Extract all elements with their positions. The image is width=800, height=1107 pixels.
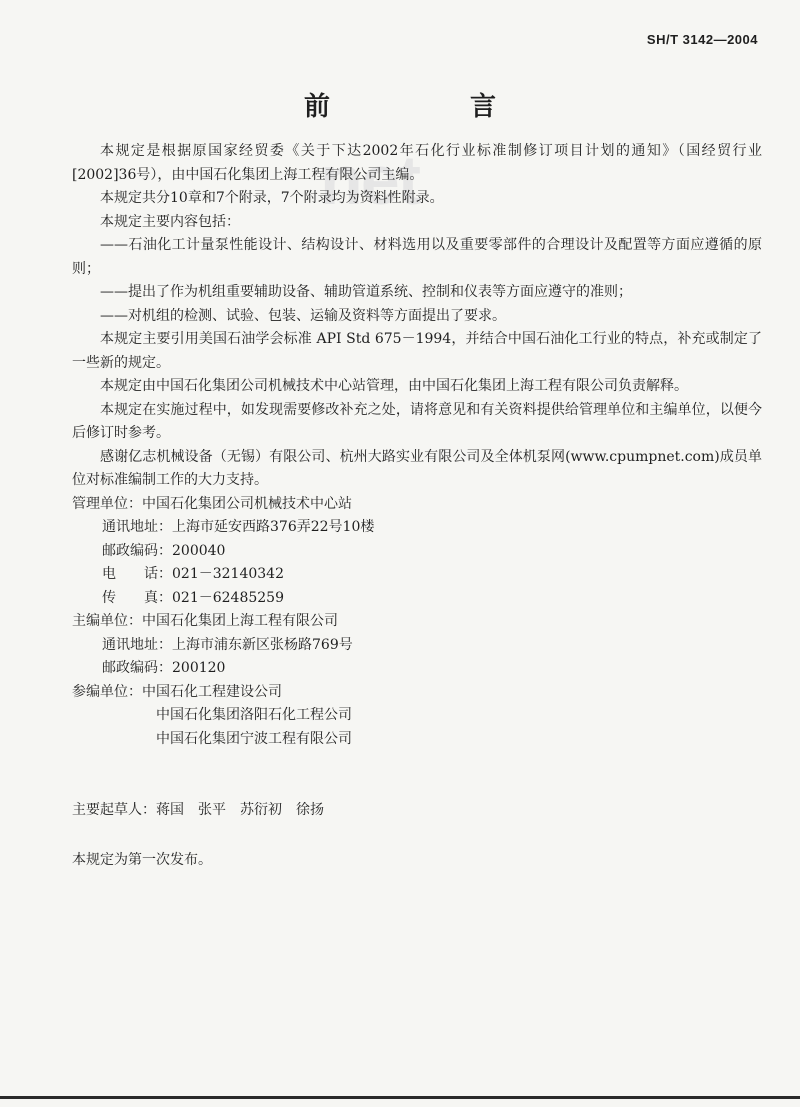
paragraph-structure: 本规定共分10章和7个附录，7个附录均为资料性附录。 (100, 190, 444, 206)
management-phone: 电 话：021－32140342 (102, 566, 284, 582)
editor-info (72, 610, 762, 681)
management-address: 通讯地址：上海市延安西路376弄22号10楼 (102, 519, 375, 535)
management-unit: 管理单位：中国石化集团公司机械技术中心站 (72, 495, 352, 512)
editor-address: 通讯地址：上海市浦东新区张杨路769号 (102, 636, 353, 653)
document-body (72, 140, 762, 872)
watermark: net (320, 141, 419, 219)
list-item: ——提出了作为机组重要辅助设备、辅助管道系统、控制和仪表等方面应遵守的准则； (100, 284, 632, 300)
management-info (72, 493, 762, 611)
list-item: ——对机组的检测、试验、包装、运输及资料等方面提出了要求。 (100, 307, 506, 324)
editor-postcode: 邮政编码：200120 (102, 660, 226, 676)
paragraph-management: 本规定由中国石化集团公司机械技术中心站管理，由中国石化集团上海工程有限公司负责解释。 (100, 378, 688, 394)
paragraph-reference: 本规定主要引用美国石油学会标准 API Std 675－1994，并结合中国石油化工行业的特点，补充或制定了一些新的规定。 (72, 331, 762, 371)
paragraph-basis: 本规定是根据原国家经贸委《关于下达2002年石化行业标准制修订项目计划的通知》（国经贸行业[2002]36号），由中国石化集团上海工程有限公司主编。 (72, 143, 762, 183)
footer-rule (0, 1096, 800, 1099)
page-title: 前言 (303, 92, 636, 122)
management-postcode: 邮政编码：200040 (102, 542, 226, 559)
participant-unit-1: 参编单位：中国石化工程建设公司 (72, 683, 282, 700)
paragraph-acknowledgement: 感谢亿志机械设备（无锡）有限公司、杭州大路实业有限公司及全体机泵网(www.cpumpnet.com)成员单位对标准编制工作的大力支持。 (72, 448, 762, 488)
list-item: ——石油化工计量泵性能设计、结构设计、材料选用以及重要零部件的合理设计及配置等方面应遵循的原则； (72, 237, 762, 277)
participant-unit-3: 中国石化集团宁波工程有限公司 (156, 730, 352, 747)
drafters: 主要起草人：蒋国 张平 苏衍初 徐扬 (72, 802, 324, 818)
editor-unit: 主编单位：中国石化集团上海工程有限公司 (72, 613, 338, 629)
paragraph-feedback: 本规定在实施过程中，如发现需要修改补充之处，请将意见和有关资料提供给管理单位和主编单位，以便今后修订时参考。 (72, 401, 762, 441)
standard-code: SH/T 3142—2004 (646, 32, 758, 47)
participants-info (72, 681, 762, 752)
participant-unit-2: 中国石化集团洛阳石化工程公司 (156, 707, 352, 723)
first-release-note: 本规定为第一次发布。 (72, 851, 212, 868)
management-fax: 传 真：021－62485259 (102, 589, 284, 606)
paragraph-contents-intro: 本规定主要内容包括： (100, 213, 240, 230)
